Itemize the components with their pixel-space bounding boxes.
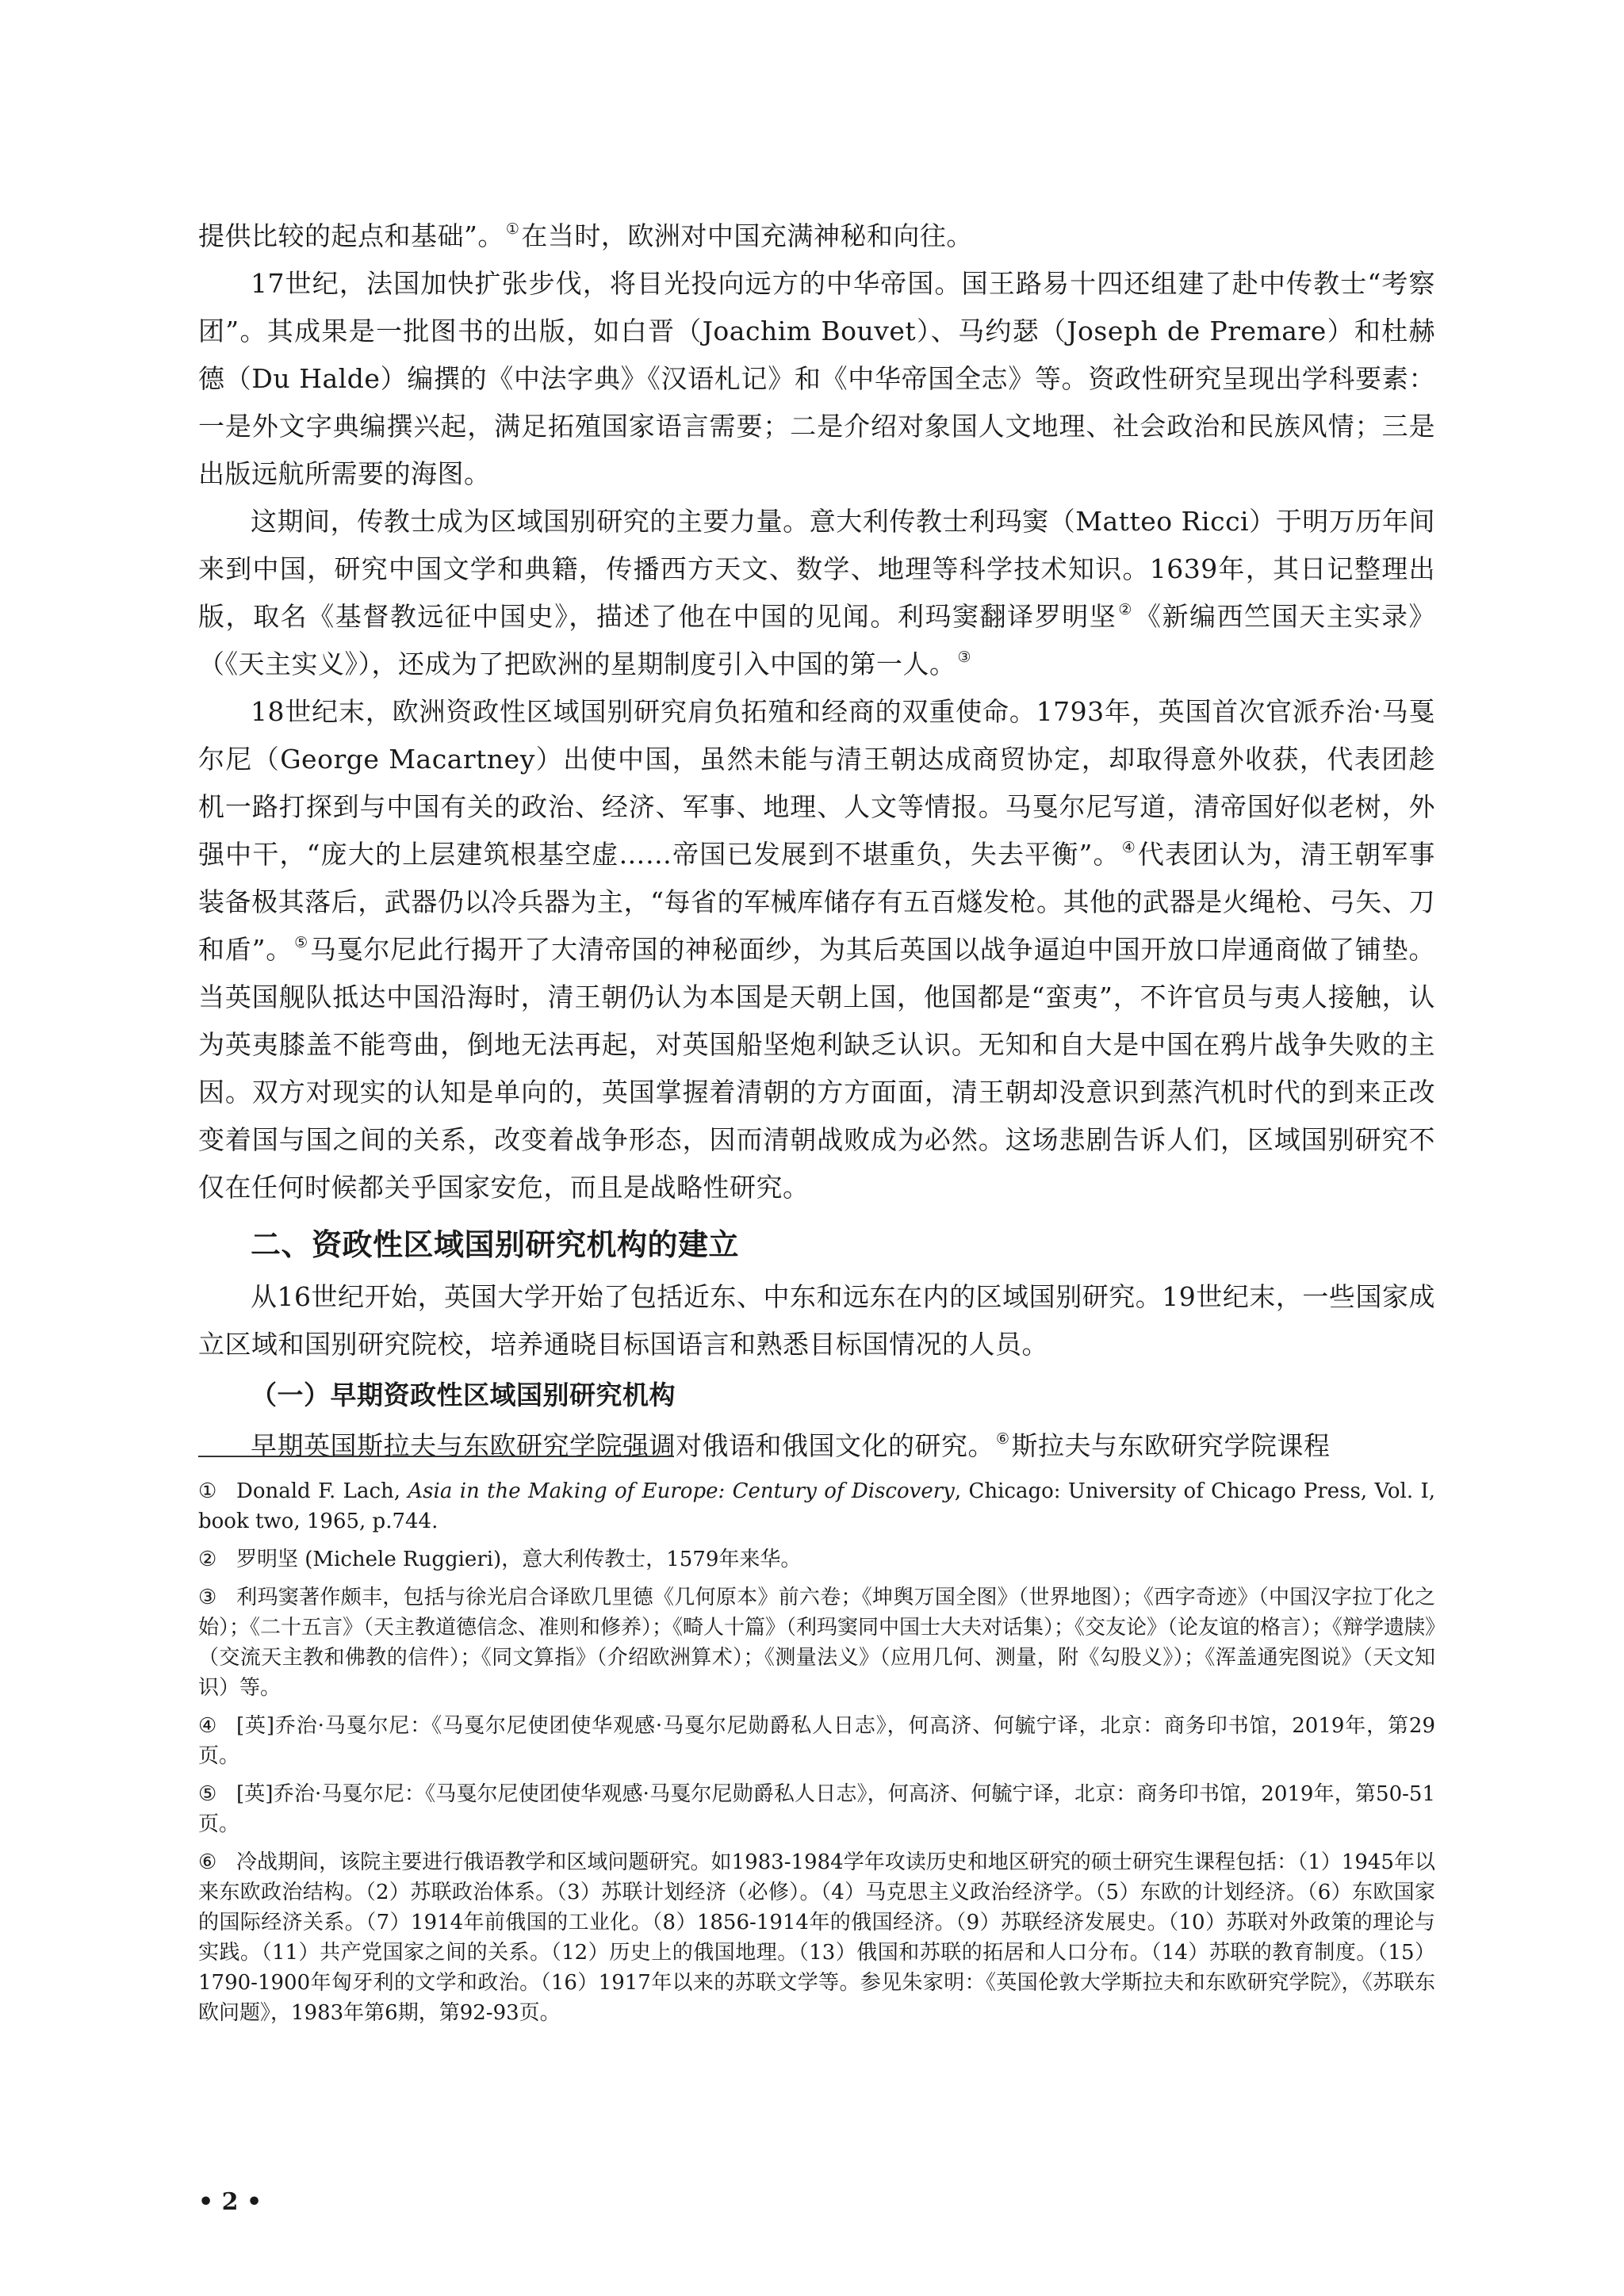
footnote-3 [198,1582,1435,1703]
paragraph-text: 提供比较的起点和基础”。 [198,220,504,251]
footnote-ref-1[interactable]: ① [505,220,520,238]
footnote-ref-6[interactable]: ⑥ [996,1430,1010,1448]
footnote-number: ① [198,1479,217,1503]
footnote-number: ⑥ [198,1850,217,1874]
footnote-number: ③ [198,1586,217,1609]
paragraph-text: 18世纪末，欧洲资政性区域国别研究肩负拓殖和经商的双重使命。1793年，英国首次官派乔治·马戛尔尼（George Macartney）出使中国，虽然未能与清王朝达成商贸协定，却取得意外收获，代表团趁机一路打探到与中国有关的政治、经济、军事、地理、人文等情报。马戛尔尼写道，清帝国好似老树，外强中干，“庞大的上层建筑根基空虚……帝国已发展到不堪重负，失去平衡”。 [198,696,1435,870]
footnote-book-title: Asia in the Making of Europe: Century of Discovery [408,1479,955,1503]
footnote-number: ② [198,1548,217,1571]
paragraph-text: 17世纪，法国加快扩张步伐，将目光投向远方的中华帝国。国王路易十四还组建了赴中传教士“考察团”。其成果是一批图书的出版，如白晋（Joachim Bouvet）、马约瑟（Joseph de Premare）和杜赫德（Du Halde）编撰的《中法字典》《汉语札记》和《中华帝国全志》等。资政性研究呈现出学科要素：一是外文字典编撰兴起，满足拓殖国家语言需要；二是介绍对象国人文地理、社会政治和民族风情；三是出版远航所需要的海图。 [198,268,1435,489]
footnote-ref-3[interactable]: ③ [957,649,972,666]
paragraph-text: 马戛尔尼此行揭开了大清帝国的神秘面纱，为其后英国以战争逼迫中国开放口岸通商做了铺垫。当英国舰队抵达中国沿海时，清王朝仍认为本国是天朝上国，他国都是“蛮夷”，不许官员与夷人接触，认为英夷膝盖不能弯曲，倒地无法再起，对英国船坚炮利缺乏认识。无知和自大是中国在鸦片战争失败的主因。双方对现实的认知是单向的，英国掌握着清朝的方方面面，清王朝却没意识到蒸汽机时代的到来正改变着国与国之间的关系，改变着战争形态，因而清朝战败成为必然。这场悲剧告诉人们，区域国别研究不仅在任何时候都关乎国家安危，而且是战略性研究。 [198,934,1436,1203]
section-heading: 二、资政性区域国别研究机构的建立 [251,1227,740,1262]
paragraph-text: 早期英国斯拉夫与东欧研究学院强调对俄语和俄国文化的研究。 [251,1430,994,1461]
footnote-number: ⑤ [198,1782,217,1806]
paragraph-text: 在当时，欧洲对中国充满神秘和向往。 [521,220,973,251]
footnote-6 [198,1847,1435,2028]
paragraph-text: 《新编西竺国天主实录》（《天主实义》），还成为了把欧洲的星期制度引入中国的第一人。 [198,601,1435,679]
paragraph-text: 从16世纪开始，英国大学开始了包括近东、中东和远东在内的区域国别研究。19世纪末，一些国家成立区域和国别研究院校，培养通晓目标国语言和熟悉目标国情况的人员。 [198,1281,1435,1360]
footnote-1 [198,1476,1435,1536]
section-paragraph [198,1273,1435,1368]
footnote-divider [198,1456,674,1457]
footnotes-section [198,1476,1435,2036]
last-paragraph [198,1422,1435,1470]
paragraph-text: 代表团认为，清王朝军事装备极其落后，武器仍以冷兵器为主，“每省的军械库储存有五百燧发枪。其他的武器是火绳枪、弓矢、刀和盾”。 [198,839,1435,965]
footnote-2 [198,1544,1435,1575]
footnote-text: Donald F. Lach, [236,1479,408,1503]
footnote-text: 利玛窦著作颇丰，包括与徐光启合译欧几里德《几何原本》前六卷；《坤舆万国全图》（世界地图）；《西字奇迹》（中国汉字拉丁化之始）；《二十五言》（天主教道德信念、准则和修养）；《畸人十篇》（利玛窦同中国士大夫对话集）；《交友论》（论友谊的格言）；《辩学遗牍》（交流天主教和佛教的信件）；《同文算指》（介绍欧洲算术）；《测量法义》（应用几何、测量，附《勾股义》）；《浑盖通宪图说》（天文知识）等。 [198,1586,1436,1700]
footnote-5 [198,1779,1435,1839]
subsection-heading: （一）早期资政性区域国别研究机构 [251,1380,676,1410]
paragraph-text: 斯拉夫与东欧研究学院课程 [1011,1430,1331,1461]
footnote-4 [198,1711,1435,1771]
paragraph-3 [198,498,1435,688]
footnote-text: [英]乔治·马戛尔尼：《马戛尔尼使团使华观感·马戛尔尼勋爵私人日志》，何高济、何毓宁译，北京：商务印书馆，2019年，第29页。 [198,1714,1435,1768]
paragraph-text: 这期间，传教士成为区域国别研究的主要力量。意大利传教士利玛窦（Matteo Ricci）于明万历年间来到中国，研究中国文学和典籍，传播西方天文、数学、地理等科学技术知识。1639年，其日记整理出版，取名《基督教远征中国史》，描述了他在中国的见闻。利玛窦翻译罗明坚 [198,506,1435,632]
footnote-number: ④ [198,1714,217,1738]
footnote-text: [英]乔治·马戛尔尼：《马戛尔尼使团使华观感·马戛尔尼勋爵私人日志》，何高济、何毓宁译，北京：商务印书馆，2019年，第50-51页。 [198,1782,1435,1836]
main-body-text [198,212,1435,1470]
footnote-text: , Chicago: University of Chicago Press, Vol. I, book two, 1965, p.744. [198,1479,1435,1533]
paragraph-4 [198,688,1435,1211]
footnote-text: 冷战期间，该院主要进行俄语教学和区域问题研究。如1983-1984学年攻读历史和地区研究的硕士研究生课程包括：（1）1945年以来东欧政治结构。（2）苏联政治体系。（3）苏联计划经济（必修）。（4）马克思主义政治经济学。（5）东欧的计划经济。（6）东欧国家的国际经济关系。（7）1914年前俄国的工业化。（8）1856-1914年的俄国经济。（9）苏联经济发展史。（10）苏联对外政策的理论与实践。（11）共产党国家之间的关系。（12）历史上的俄国地理。（13）俄国和苏联的拓居和人口分布。（14）苏联的教育制度。（15）1790-1900年匈牙利的文学和政治。（16）1917年以来的苏联文学等。参见朱家明：《英国伦敦大学斯拉夫和东欧研究学院》，《苏联东欧问题》，1983年第6期，第92-93页。 [198,1850,1435,2025]
footnote-text: 罗明坚 (Michele Ruggieri)，意大利传教士，1579年来华。 [236,1548,802,1571]
footnote-ref-2[interactable]: ② [1118,601,1133,618]
footnote-ref-5[interactable]: ⑤ [294,934,308,951]
paragraph-1 [198,212,1435,260]
footnote-ref-4[interactable]: ④ [1121,839,1136,856]
page-number: • 2 • [198,2188,262,2216]
paragraph-2 [198,260,1435,498]
